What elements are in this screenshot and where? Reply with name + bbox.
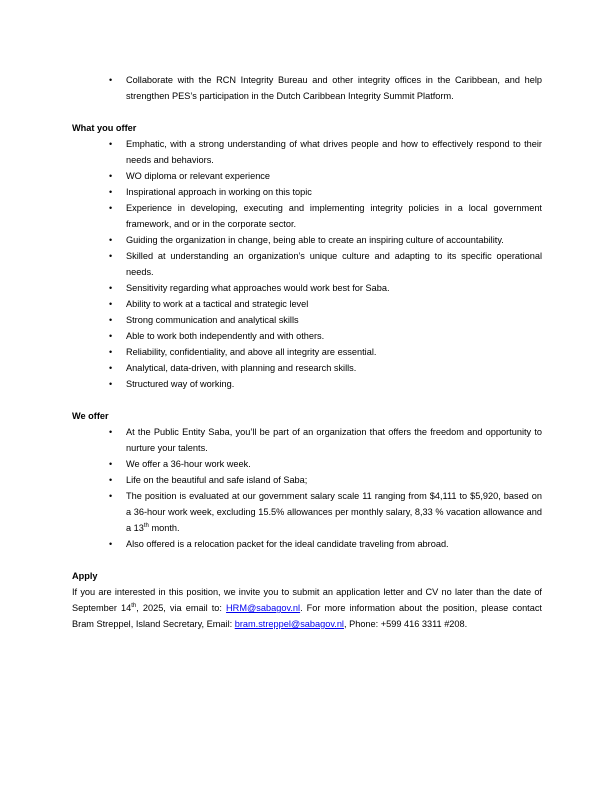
list-item: • We offer a 36-hour work week. (126, 456, 542, 472)
bullet-icon: • (109, 75, 113, 85)
bullet-icon: • (109, 299, 113, 309)
bullet-icon: • (109, 283, 113, 293)
list-item: • Analytical, data-driven, with planning and research skills. (126, 360, 542, 376)
list-item: • Ability to work at a tactical and strategic level (126, 296, 542, 312)
list-item: • Reliability, confidentiality, and above all integrity are essential. (126, 344, 542, 360)
bullet-icon: • (109, 187, 113, 197)
document-page (72, 72, 542, 632)
list-item: • Guiding the organization in change, being able to create an inspiring culture of accountability. (126, 232, 542, 248)
bullet-icon: • (109, 539, 113, 549)
bullet-icon: • (109, 347, 113, 357)
intro-bullet-list (72, 72, 542, 104)
list-item: • At the Public Entity Saba, you’ll be part of an organization that offers the freedom and opportunity to nurture your talents. (126, 424, 542, 456)
bullet-icon: • (109, 235, 113, 245)
list-item: • Emphatic, with a strong understanding of what drives people and how to effectively respond to their needs and behaviors. (126, 136, 542, 168)
hrm-email-link[interactable]: HRM@sabagov.nl (226, 603, 301, 613)
bullet-icon: • (109, 139, 113, 149)
what-you-offer-list (72, 136, 542, 392)
salary-item: • The position is evaluated at our government salary scale 11 ranging from $4,111 to $5,920, based on a 36-hour work week, excluding 15.5% allowances per monthly salary, 8,33 % vacation allowance and a 13th month. (126, 488, 542, 536)
list-item: • Structured way of working. (126, 376, 542, 392)
list-item: • Life on the beautiful and safe island of Saba; (126, 472, 542, 488)
bullet-icon: • (109, 427, 113, 437)
we-offer-heading: We offer (72, 411, 109, 421)
list-item: • Able to work both independently and with others. (126, 328, 542, 344)
bullet-icon: • (109, 203, 113, 213)
contact-email-link[interactable]: bram.streppel@sabagov.nl (234, 619, 344, 629)
list-item: • Experience in developing, executing and implementing integrity policies in a local government framework, and or in the corporate sector. (126, 200, 542, 232)
bullet-icon: • (109, 459, 113, 469)
list-item: • WO diploma or relevant experience (126, 168, 542, 184)
what-you-offer-heading: What you offer (72, 123, 137, 133)
bullet-icon: • (109, 171, 113, 181)
bullet-icon: • (109, 475, 113, 485)
list-item: • Skilled at understanding an organization’s unique culture and adapting to its specific operational needs. (126, 248, 542, 280)
bullet-icon: • (109, 379, 113, 389)
bullet-icon: • (109, 363, 113, 373)
bullet-icon: • (109, 251, 113, 261)
we-offer-list (72, 424, 542, 552)
bullet-icon: • (109, 491, 113, 501)
list-item: • Collaborate with the RCN Integrity Bureau and other integrity offices in the Caribbean, and help strengthen PES’s participation in the Dutch Caribbean Integrity Summit Platform. (126, 72, 542, 104)
apply-heading: Apply (72, 571, 98, 581)
apply-paragraph: If you are interested in this position, we invite you to submit an application letter and CV no later than the date of September 14th, 2025, via email to: HRM@sabagov.nl. For more information about the position, please contact Bram Streppel, Island Secretary, Email: bram.streppel@sabagov.nl, Phone: +599 416 3311 #208. (72, 587, 542, 629)
bullet-icon: • (109, 331, 113, 341)
bullet-icon: • (109, 315, 113, 325)
list-item: • Strong communication and analytical skills (126, 312, 542, 328)
list-item: • Sensitivity regarding what approaches would work best for Saba. (126, 280, 542, 296)
list-item: • Also offered is a relocation packet for the ideal candidate traveling from abroad. (126, 536, 542, 552)
list-item: • Inspirational approach in working on this topic (126, 184, 542, 200)
